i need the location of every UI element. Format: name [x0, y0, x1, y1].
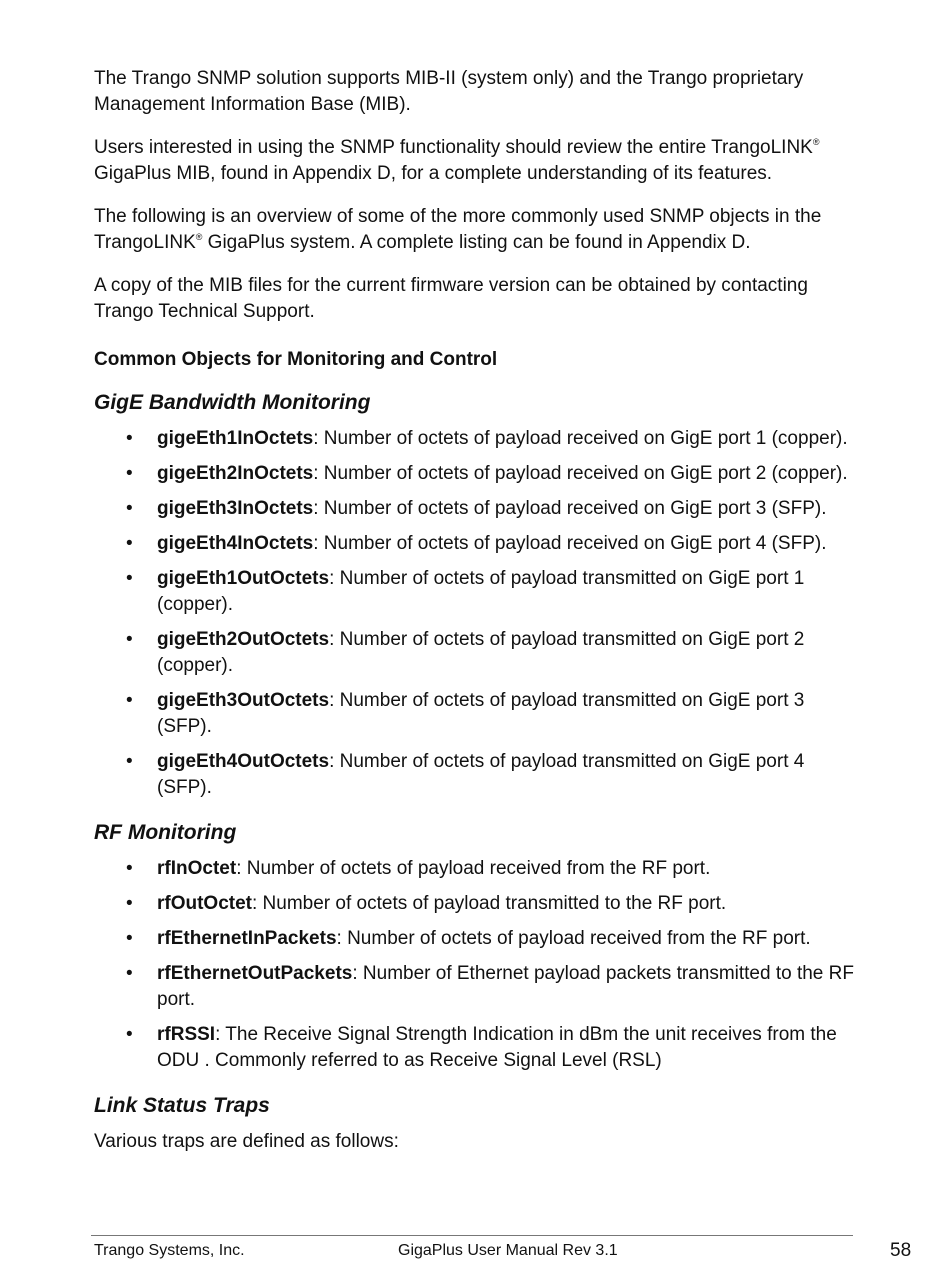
bullet-icon: • — [126, 858, 133, 879]
intro-paragraph: The Trango SNMP solution supports MIB-II (system only) and the Trango proprietary Management Information Base (MIB). — [94, 68, 804, 115]
link-status-traps-heading: Link Status Traps — [94, 1094, 270, 1117]
object-name: rfRSSI — [157, 1024, 216, 1045]
list-item — [94, 496, 854, 522]
footer-company: Trango Systems, Inc. — [94, 1242, 245, 1259]
object-name: rfOutOctet — [157, 893, 252, 914]
rf-object-list — [94, 856, 854, 1074]
bullet-icon: • — [126, 963, 133, 984]
object-name: gigeEth1InOctets — [157, 428, 314, 449]
list-item — [94, 461, 854, 487]
review-text-end: GigaPlus MIB, found in Appendix D, for a complete understanding of its features. — [94, 163, 773, 184]
object-description: : Number of octets of payload received from the RF port. — [336, 928, 811, 949]
bullet-icon: • — [126, 629, 133, 650]
object-description: : Number of octets of payload received on GigE port 3 (SFP). — [313, 498, 827, 519]
list-item — [94, 961, 854, 1013]
object-name: gigeEth2OutOctets — [157, 629, 330, 650]
rf-monitoring-heading: RF Monitoring — [94, 821, 237, 844]
object-description: : Number of octets of payload transmitted to the RF port. — [252, 893, 727, 914]
object-description: : Number of octets of payload received on GigE port 4 (SFP). — [313, 533, 827, 554]
list-item — [94, 749, 854, 801]
object-name: rfEthernetInPackets — [157, 928, 337, 949]
list-item — [94, 1022, 854, 1074]
list-item — [94, 891, 854, 917]
review-paragraph — [94, 135, 854, 187]
page-content — [94, 66, 854, 1172]
object-description: : Number of octets of payload transmitted on GigE port 4 (SFP). — [157, 751, 805, 798]
object-name: gigeEth3OutOctets — [157, 690, 330, 711]
common-objects-heading: Common Objects for Monitoring and Control — [94, 349, 498, 370]
object-description: : Number of octets of payload received on GigE port 1 (copper). — [313, 428, 848, 449]
object-name: gigeEth4OutOctets — [157, 751, 330, 772]
list-item — [94, 627, 854, 679]
object-description: : Number of octets of payload transmitted on GigE port 1 (copper). — [157, 568, 805, 615]
registered-mark: ® — [195, 232, 203, 242]
traps-intro-text: Various traps are defined as follows: — [94, 1131, 399, 1152]
list-item — [94, 426, 854, 452]
bullet-icon: • — [126, 498, 133, 519]
bullet-icon: • — [126, 928, 133, 949]
page-number: 58 — [890, 1240, 912, 1261]
bullet-icon: • — [126, 690, 133, 711]
object-description: : Number of octets of payload received on GigE port 2 (copper). — [313, 463, 848, 484]
bullet-icon: • — [126, 463, 133, 484]
gige-monitoring-heading: GigE Bandwidth Monitoring — [94, 391, 371, 414]
object-description: : Number of octets of payload transmitted on GigE port 3 (SFP). — [157, 690, 805, 737]
list-item — [94, 856, 854, 882]
object-name: gigeEth4InOctets — [157, 533, 314, 554]
list-item — [94, 531, 854, 557]
overview-text-end: GigaPlus system. A complete listing can be found in Appendix D. — [202, 232, 751, 253]
object-name: rfInOctet — [157, 858, 237, 879]
object-name: gigeEth2InOctets — [157, 463, 314, 484]
object-description: : Number of octets of payload received from the RF port. — [236, 858, 711, 879]
footer-manual-title: GigaPlus User Manual Rev 3.1 — [398, 1242, 618, 1259]
mib-copy-paragraph: A copy of the MIB files for the current firmware version can be obtained by contacting Trango Technical Support. — [94, 275, 808, 322]
object-description: : Number of Ethernet payload packets transmitted to the RF port. — [157, 963, 854, 1010]
object-name: gigeEth3InOctets — [157, 498, 314, 519]
bullet-icon: • — [126, 428, 133, 449]
list-item — [94, 926, 854, 952]
object-name: gigeEth1OutOctets — [157, 568, 330, 589]
footer-divider — [91, 1235, 853, 1236]
bullet-icon: • — [126, 1024, 133, 1045]
list-item — [94, 566, 854, 618]
registered-mark: ® — [812, 137, 820, 147]
bullet-icon: • — [126, 751, 133, 772]
bullet-icon: • — [126, 533, 133, 554]
review-text-start: Users interested in using the SNMP functionality should review the entire TrangoLINK — [94, 137, 813, 158]
bullet-icon: • — [126, 893, 133, 914]
list-item — [94, 688, 854, 740]
object-description: : The Receive Signal Strength Indication in dBm the unit receives from the ODU . Commonly referred to as Receive Signal Level (RSL) — [157, 1024, 837, 1071]
object-description: : Number of octets of payload transmitted on GigE port 2 (copper). — [157, 629, 805, 676]
gige-object-list — [94, 426, 854, 801]
overview-paragraph — [94, 204, 854, 256]
object-name: rfEthernetOutPackets — [157, 963, 353, 984]
overview-text-start: The following is an overview of some of the more commonly used SNMP objects in the TrangoLINK — [94, 206, 822, 253]
bullet-icon: • — [126, 568, 133, 589]
